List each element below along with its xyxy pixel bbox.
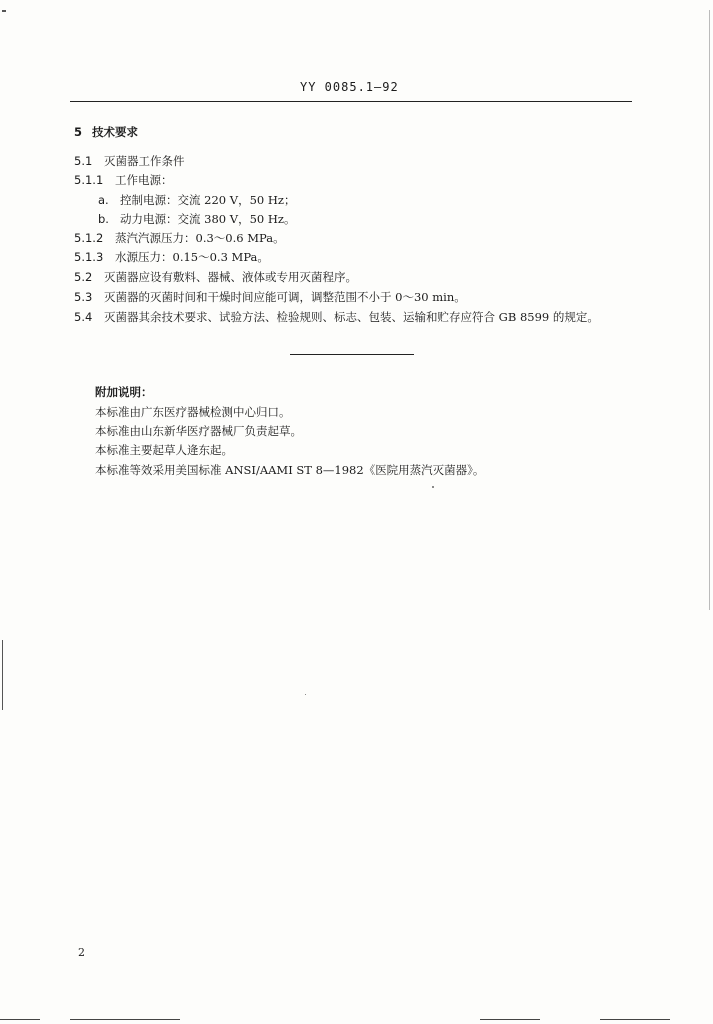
scan-speck [432, 486, 434, 488]
scan-edge [480, 1019, 540, 1020]
section-5-heading [74, 124, 138, 140]
clause-number: 5.1.1 [74, 173, 104, 187]
clause-number: 5.1.3 [74, 250, 104, 264]
list-marker: b. [98, 212, 109, 226]
appendix-title: 附加说明： [95, 385, 153, 399]
clause-number: 5.1.2 [74, 231, 104, 245]
clause-number: 5.1 [74, 154, 93, 168]
clause-number: 5.3 [74, 290, 93, 304]
clause-5-2 [74, 269, 357, 285]
clause-5-4 [74, 309, 599, 325]
header-rule [70, 101, 632, 102]
clause-5-3 [74, 289, 466, 305]
clause-text: 动力电源：交流 380 V，50 Hz。 [120, 212, 296, 226]
clause-5-1-2 [74, 230, 285, 246]
scan-edge [709, 10, 710, 610]
clause-text: 灭菌器工作条件 [104, 154, 185, 168]
scan-edge [0, 1019, 40, 1020]
scan-edge [600, 1019, 670, 1020]
section-title: 技术要求 [92, 125, 138, 139]
clause-text: 控制电源：交流 220 V，50 Hz； [120, 193, 296, 207]
clause-text: 灭菌器的灭菌时间和干燥时间应能可调，调整范围不小于 0～30 min。 [104, 290, 466, 304]
scan-edge [70, 1019, 180, 1020]
scan-speck [305, 694, 306, 695]
appendix-line: 本标准主要起草人逄东起。 [95, 443, 233, 457]
clause-5-1-1-a [98, 192, 295, 208]
clause-number: 5.4 [74, 310, 93, 324]
page-number: 2 [78, 946, 85, 959]
clause-text: 蒸汽汽源压力：0.3～0.6 MPa。 [115, 231, 285, 245]
end-of-text-rule [290, 354, 414, 355]
clause-5-1-3 [74, 249, 269, 265]
clause-5-1-1-b [98, 211, 295, 227]
scan-mark [2, 640, 3, 710]
clause-text: 灭菌器其余技术要求、试验方法、检验规则、标志、包装、运输和贮存应符合 GB 8599 的规定。 [104, 310, 599, 324]
clause-text: 水源压力：0.15～0.3 MPa。 [115, 250, 269, 264]
appendix-line: 本标准等效采用美国标准 ANSI/AAMI ST 8—1982《医院用蒸汽灭菌器》。 [95, 463, 485, 477]
section-number: 5 [74, 125, 83, 139]
appendix-line: 本标准由山东新华医疗器械厂负责起草。 [95, 424, 302, 438]
standard-code: YY 0085.1—92 [300, 80, 399, 94]
list-marker: a. [98, 193, 109, 207]
scan-mark [2, 10, 6, 12]
clause-number: 5.2 [74, 270, 93, 284]
clause-5-1-1 [74, 172, 173, 188]
clause-text: 灭菌器应设有敷料、器械、液体或专用灭菌程序。 [104, 270, 357, 284]
clause-text: 工作电源： [115, 173, 173, 187]
clause-5-1 [74, 153, 185, 169]
appendix-line: 本标准由广东医疗器械检测中心归口。 [95, 405, 291, 419]
